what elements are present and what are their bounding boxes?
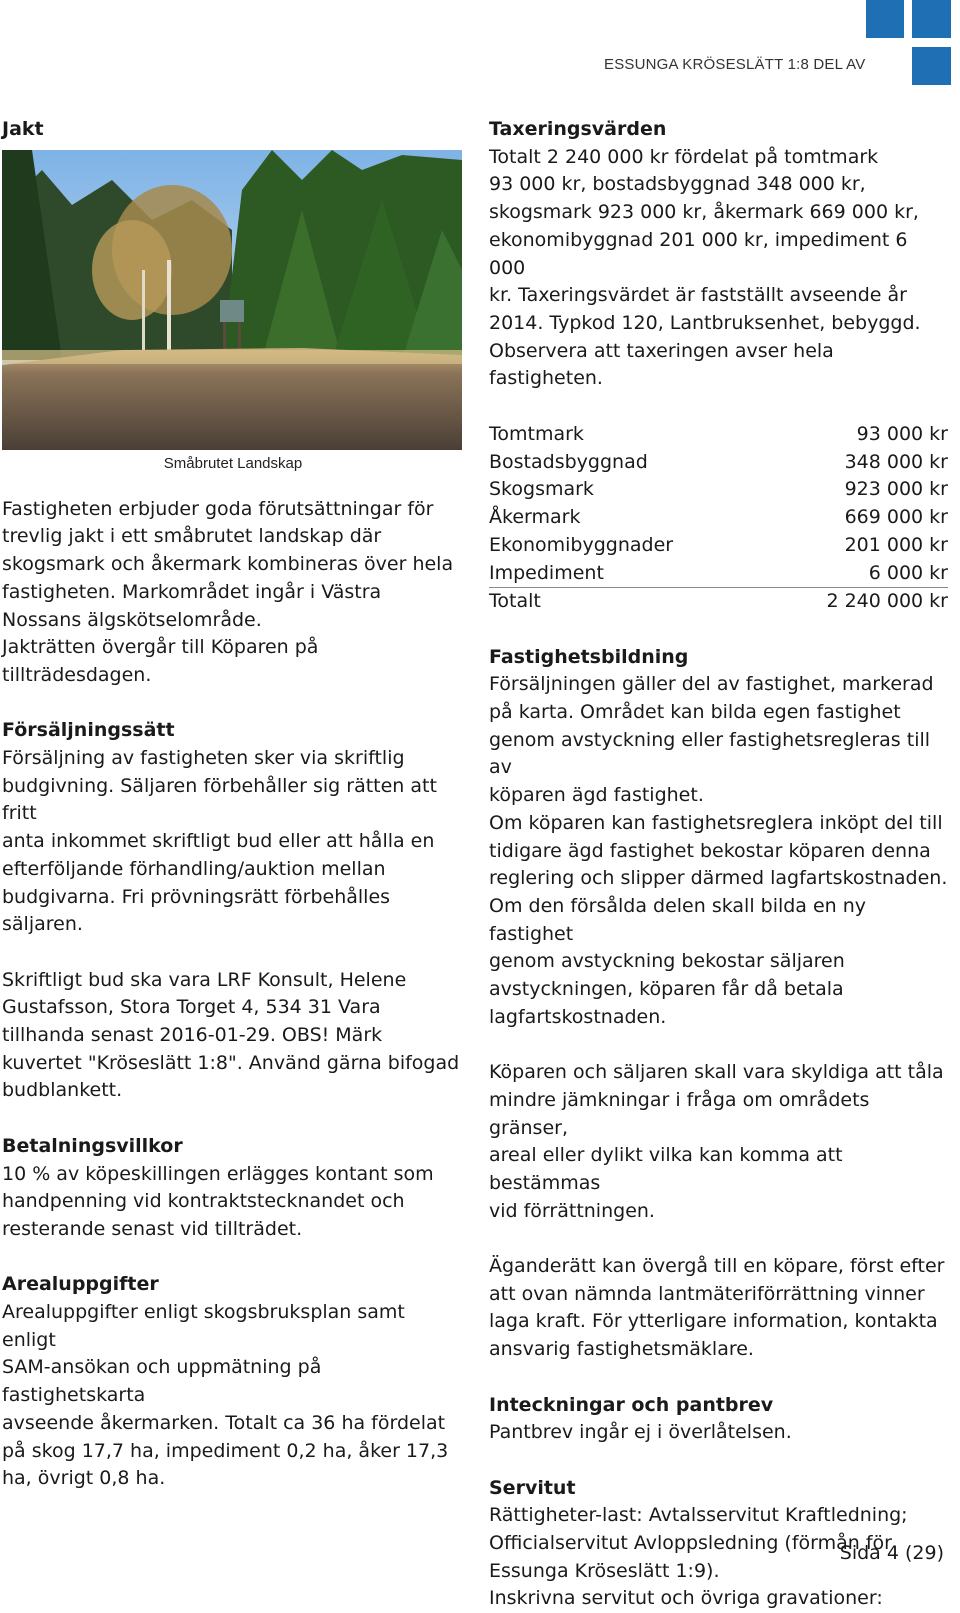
table-cell-label: Tomtmark [489,423,584,446]
text-line: resterande senast vid tillträdet. [2,1217,303,1240]
text-line: avseende åkermarken. Totalt ca 36 ha fördelat [2,1411,446,1434]
text-line: lagfartskostnaden. [489,1005,667,1028]
section-heading-forsaljningssatt: Försäljningssätt [2,719,175,742]
document-header-title: ESSUNGA KRÖSESLÄTT 1:8 DEL AV [604,56,866,73]
text-line: genom avstyckning eller fastighetsregleras till av [489,728,931,779]
table-cell-amount: 93 000 kr [856,423,948,446]
page-number: Sida 4 (29) [839,1542,944,1564]
text-line: Nossans älgskötselområde. [2,608,262,631]
table-cell-label: Skogsmark [489,478,594,501]
landscape-photo [2,150,462,450]
text-line: budblankett. [2,1079,123,1102]
text-line: ekonomibyggnad 201 000 kr, impediment 6 000 [489,228,908,279]
text-line: skogsmark 923 000 kr, åkermark 669 000 kr, [489,201,919,224]
text-line: budgivning. Säljaren förbehåller sig rätten att fritt [2,774,437,825]
inteckningar-body [489,1419,949,1447]
table-cell-label: Totalt [489,590,541,613]
text-line: Totalt 2 240 000 kr fördelat på tomtmark [489,145,879,168]
text-line: anta inkommet skriftligt bud eller att hålla en [2,830,435,853]
text-line: handpenning vid kontraktstecknandet och [2,1190,405,1213]
left-column [2,116,464,1493]
betalningsvillkor-body [2,1161,464,1244]
text-line: Äganderätt kan övergå till en köpare, först efter [489,1255,945,1278]
table-cell-label: Ekonomibyggnader [489,533,674,556]
text-line: ha, övrigt 0,8 ha. [2,1467,166,1490]
text-line: mindre jämkningar i fråga om områdets gränser, [489,1088,870,1139]
text-line: tillhanda senast 2016-01-29. OBS! Märk [2,1024,383,1047]
text-line: Inskrivna servitut och övriga gravationer: [489,1587,883,1610]
text-line: Om köparen kan fastighetsreglera inköpt del till [489,811,943,834]
text-line: köparen ägd fastighet. [489,784,704,807]
section-heading-betalningsvillkor: Betalningsvillkor [2,1134,183,1157]
text-line: avstyckningen, köparen får då betala [489,978,844,1001]
table-cell-amount: 348 000 kr [844,450,948,473]
table-total-row [489,588,948,616]
text-line: på karta. Området kan bilda egen fastighet [489,701,901,724]
forsaljningssatt-body [2,745,464,939]
text-line: reglering och slipper därmed lagfartskostnaden. [489,867,948,890]
text-line: vid förrättningen. [489,1199,655,1222]
text-line: kuvertet "Kröseslätt 1:8". Använd gärna bifogad [2,1051,460,1074]
text-line: 2014. Typkod 120, Lantbruksenhet, bebyggd. [489,311,921,334]
section-heading-servitut: Servitut [489,1476,576,1499]
table-row [489,532,948,560]
section-heading-inteckningar: Inteckningar och pantbrev [489,1393,774,1416]
section-heading-arealuppgifter: Arealuppgifter [2,1273,159,1296]
aganderatt-body [489,1253,949,1364]
text-line: kr. Taxeringsvärdet är fastställt avseende år [489,284,907,307]
table-cell-amount: 923 000 kr [844,478,948,501]
text-line: Om den försålda delen skall bilda en ny fastighet [489,894,867,945]
text-line: trevlig jakt i ett småbrutet landskap där [2,525,382,548]
text-line: Jakträtten övergår till Köparen på [2,636,319,659]
right-column [489,116,949,1613]
table-row [489,560,948,588]
text-line: tidigare ägd fastighet bekostar köparen denna [489,839,931,862]
logo-square [912,0,951,38]
fastighetsbildning-body [489,671,949,1031]
text-line: Försäljning av fastigheten sker via skriftlig [2,747,405,770]
table-cell-amount: 201 000 kr [844,533,948,556]
table-row [489,449,948,477]
text-line: skogsmark och åkermark kombineras över hela [2,553,454,576]
table-cell-label: Bostadsbyggnad [489,450,648,473]
table-row [489,421,948,449]
text-line: Pantbrev ingår ej i överlåtelsen. [489,1421,792,1444]
table-cell-label: Åkermark [489,506,581,529]
table-row [489,504,948,532]
text-line: budgivarna. Fri prövningsrätt förbehålles [2,885,391,908]
table-cell-amount: 669 000 kr [844,506,948,529]
photo-caption: Småbrutet Landskap [163,454,303,472]
logo-square [866,0,904,38]
section-heading-taxeringsvarden: Taxeringsvärden [489,118,667,140]
text-line: ansvarig fastighetsmäklare. [489,1338,754,1361]
taxation-table [489,421,948,616]
text-line: 93 000 kr, bostadsbyggnad 348 000 kr, [489,173,866,196]
taxeringsvarden-body [489,144,949,393]
text-line: Fastigheten erbjuder goda förutsättningar för [2,497,434,520]
logo-square [912,47,951,85]
text-line: Officialservitut Avloppsledning (förmån för [489,1532,892,1555]
text-line: tillträdesdagen. [2,663,152,686]
text-line: Observera att taxeringen avser hela fastigheten. [489,339,834,390]
table-cell-amount: 6 000 kr [765,560,948,588]
text-line: Gustafsson, Stora Torget 4, 534 31 Vara [2,996,381,1019]
text-line: Essunga Kröseslätt 1:9). [489,1559,720,1582]
text-line: laga kraft. För ytterligare information, kontakta [489,1310,938,1333]
text-line: Arealuppgifter enligt skogsbruksplan samt enligt [2,1301,405,1351]
bud-body [2,967,464,1106]
text-line: efterföljande förhandling/auktion mellan [2,857,386,880]
text-line: genom avstyckning bekostar säljaren [489,950,845,973]
text-line: att ovan nämnda lantmäteriförrättning vinner [489,1282,925,1305]
jakt-body [2,496,464,690]
text-line: areal eller dylikt vilka kan komma att bestämmas [489,1144,843,1194]
section-heading-jakt: Jakt [2,118,44,140]
table-row [489,476,948,504]
text-line: Skriftligt bud ska vara LRF Konsult, Helene [2,968,407,991]
arealuppgifter-body [2,1299,464,1493]
section-heading-fastighetsbildning: Fastighetsbildning [489,645,689,668]
text-line: Rättigheter-last: Avtalsservitut Kraftledning; [489,1504,908,1527]
table-cell-amount: 2 240 000 kr [826,590,948,613]
text-line: fastigheten. Markområdet ingår i Västra [2,580,382,603]
jamkning-body [489,1059,949,1225]
table-cell-label: Impediment [489,560,765,588]
text-line: Försäljningen gäller del av fastighet, markerad [489,673,934,696]
text-line: Köparen och säljaren skall vara skyldiga att tåla [489,1061,944,1084]
text-line: SAM-ansökan och uppmätning på fastighetskarta [2,1356,322,1407]
text-line: 10 % av köpeskillingen erlägges kontant som [2,1162,434,1185]
text-line: säljaren. [2,913,83,936]
text-line: på skog 17,7 ha, impediment 0,2 ha, åker 17,3 [2,1439,449,1462]
